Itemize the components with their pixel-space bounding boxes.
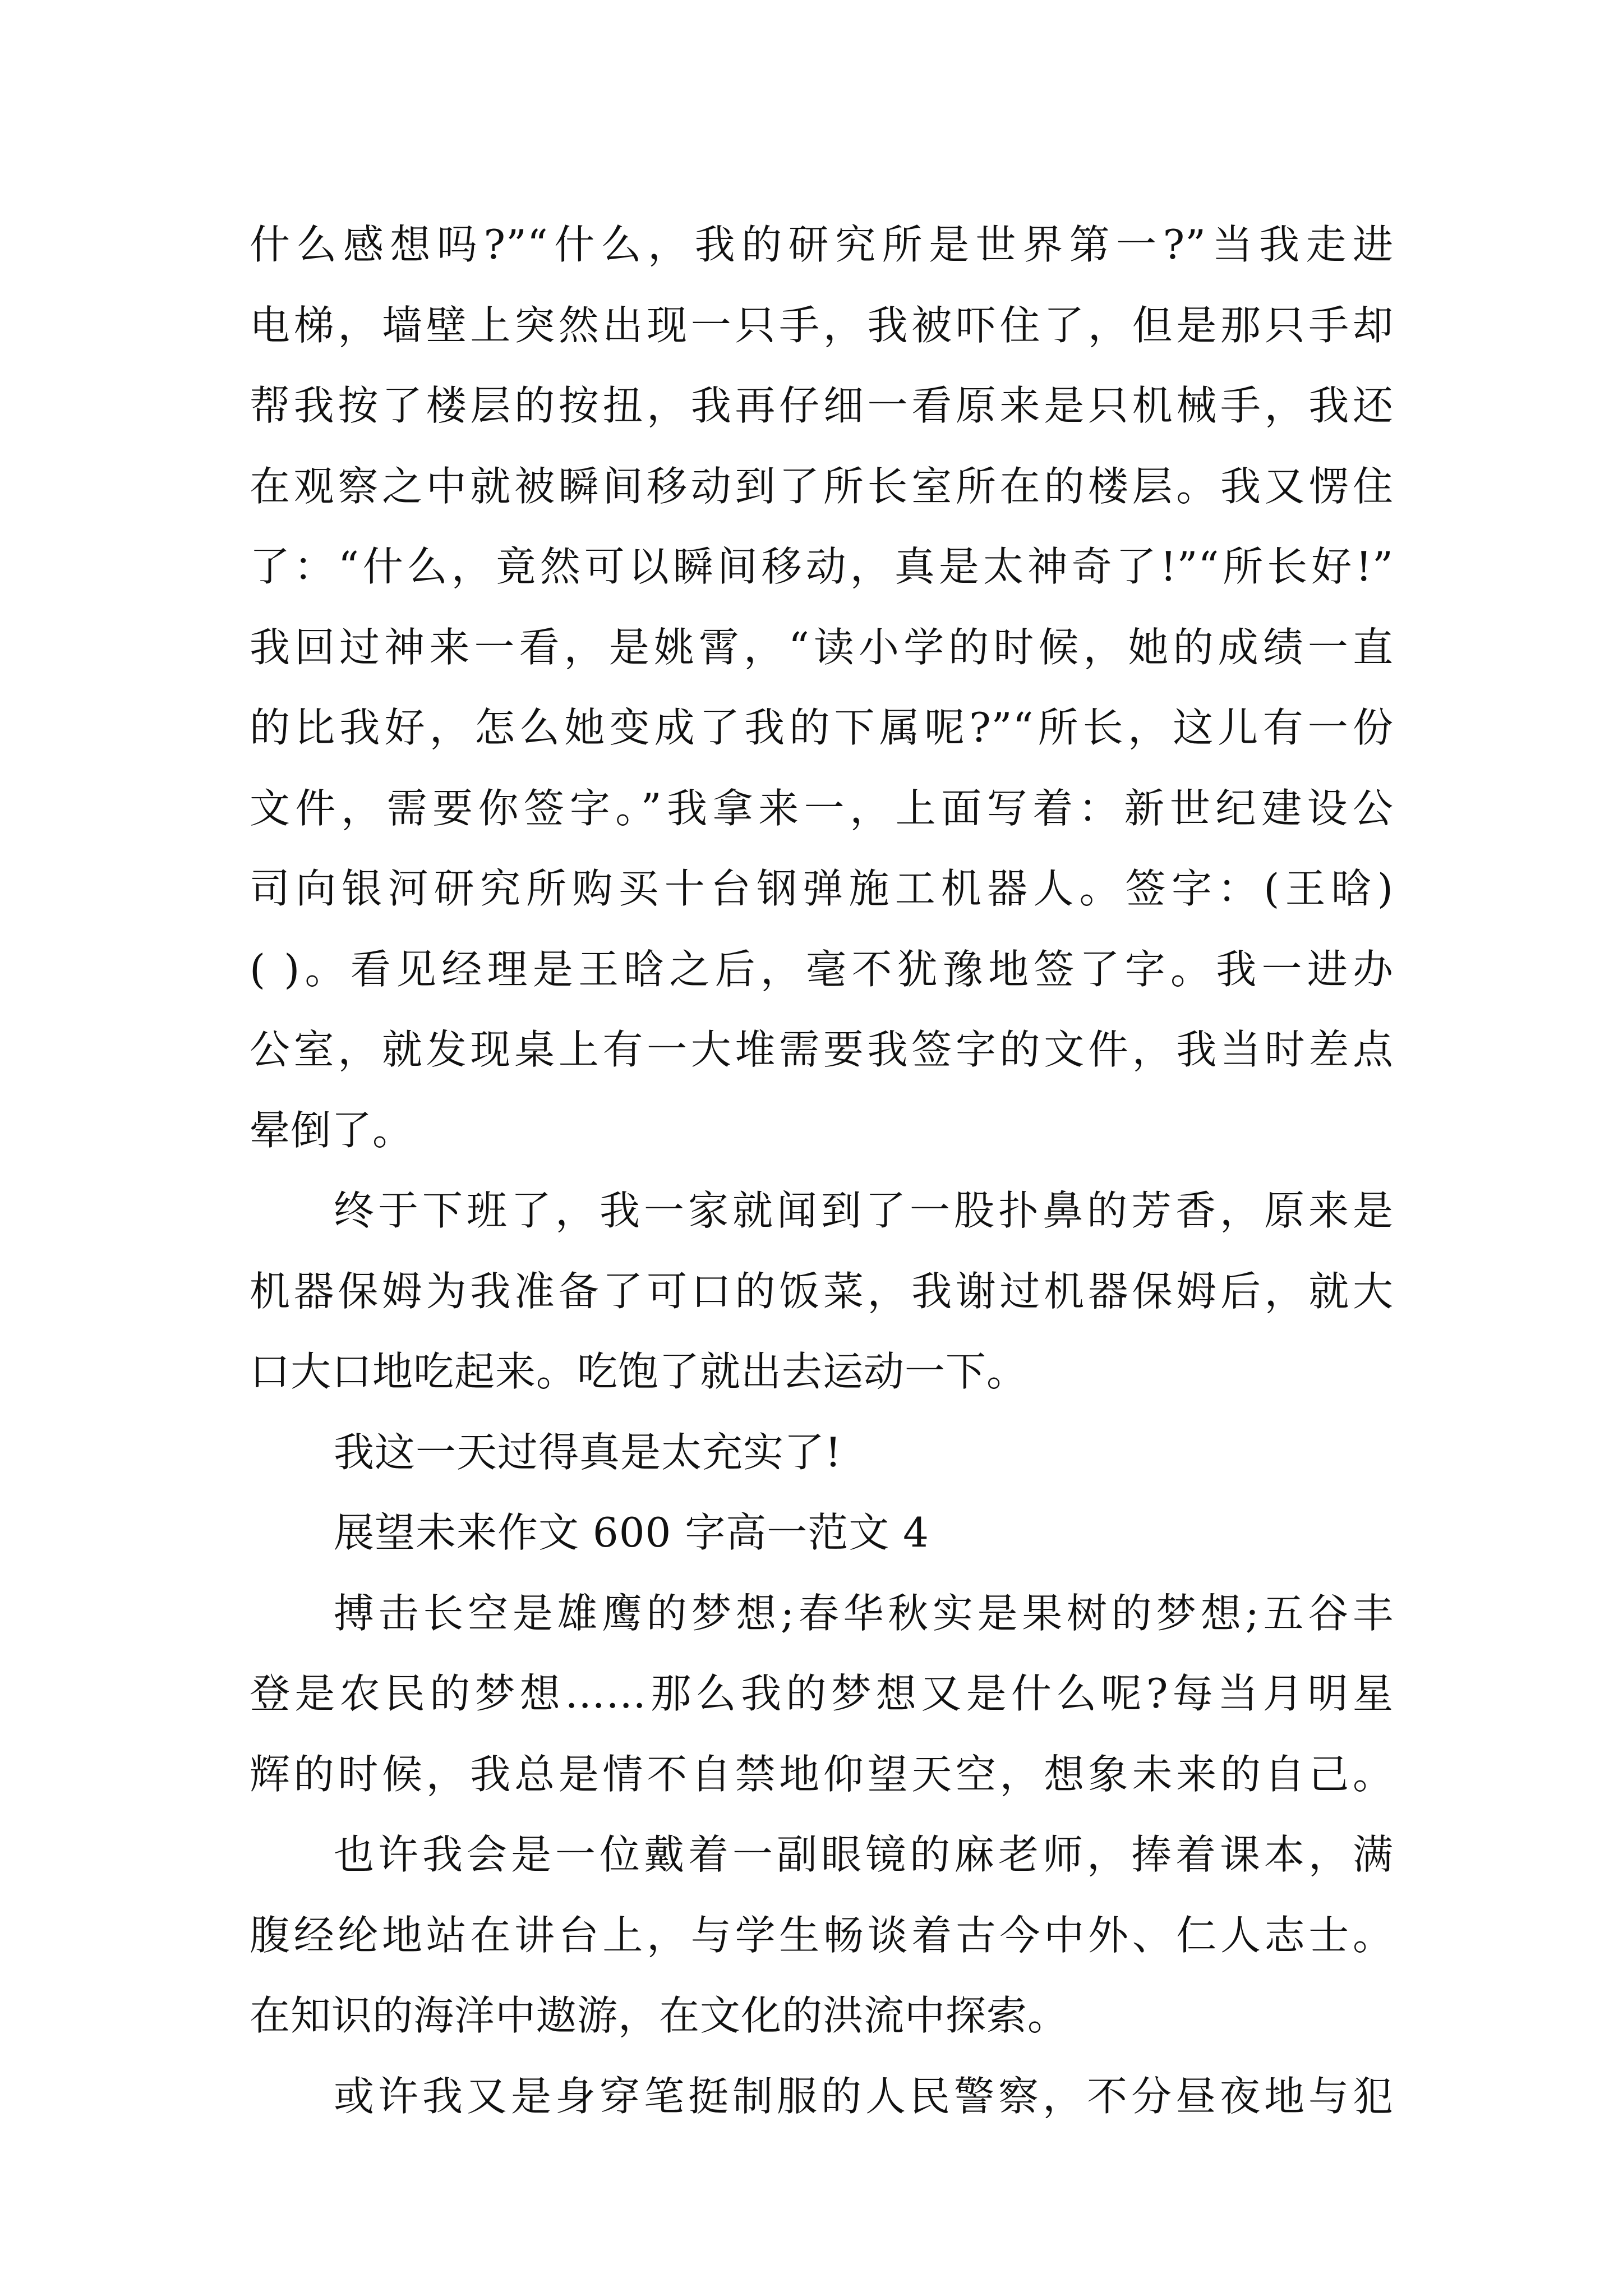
text-line: 在观察之中就被瞬间移动到了所长室所在的楼层。我又愣住 [250, 462, 1394, 510]
text-line: 电梯，墙壁上突然出现一只手，我被吓住了，但是那只手却 [250, 301, 1394, 349]
text-line: 帮我按了楼层的按扭，我再仔细一看原来是只机械手，我还 [250, 382, 1394, 429]
paragraph-start-line: 终于下班了，我一家就闻到了一股扑鼻的芳香，原来是 [334, 1187, 1394, 1234]
text-line: 我回过神来一看，是姚霄，“读小学的时候，她的成绩一直 [250, 623, 1394, 671]
paragraph-start-line: 也许我会是一位戴着一副眼镜的麻老师，捧着课本，满 [334, 1831, 1394, 1878]
text-line: 登是农民的梦想……那么我的梦想又是什么呢?每当月明星 [250, 1670, 1394, 1717]
text-line: 什么感想吗?”“什么，我的研究所是世界第一?”当我走进 [250, 221, 1394, 268]
text-line: 的比我好，怎么她变成了我的下属呢?”“所长，这儿有一份 [250, 704, 1394, 751]
text-line: 辉的时候，我总是情不自禁地仰望天空，想象未来的自己。 [250, 1750, 1394, 1798]
text-line: 司向银河研究所购买十台钢弹施工机器人。签字：(王晗) [250, 865, 1394, 912]
text-line: 腹经纶地站在讲台上，与学生畅谈着古今中外、仁人志士。 [250, 1911, 1394, 1959]
paragraph-start-line: 搏击长空是雄鹰的梦想;春华秋实是果树的梦想;五谷丰 [334, 1589, 1394, 1637]
document-body [250, 205, 1394, 2137]
text-line: 晕倒了。 [250, 1106, 414, 1154]
paragraph-start-line: 或许我又是身穿笔挺制服的人民警察，不分昼夜地与犯 [334, 2072, 1394, 2120]
text-line: 机器保姆为我准备了可口的饭菜，我谢过机器保姆后，就大 [250, 1267, 1394, 1315]
text-line: 公室，就发现桌上有一大堆需要我签字的文件，我当时差点 [250, 1026, 1394, 1073]
text-line: 文件，需要你签字。”我拿来一，上面写着：新世纪建设公 [250, 784, 1394, 832]
text-line: ( )。看见经理是王晗之后，毫不犹豫地签了字。我一进办 [250, 945, 1394, 993]
paragraph-start-line: 我这一天过得真是太充实了! [334, 1428, 842, 1476]
text-line: 了：“什么，竟然可以瞬间移动，真是太神奇了!”“所长好!” [250, 543, 1394, 590]
text-line: 在知识的海洋中遨游，在文化的洪流中探索。 [250, 1992, 1069, 2039]
section-heading: 展望未来作文 600 字高一范文 4 [334, 1509, 929, 1556]
text-line: 口大口地吃起来。吃饱了就出去运动一下。 [250, 1348, 1028, 1395]
